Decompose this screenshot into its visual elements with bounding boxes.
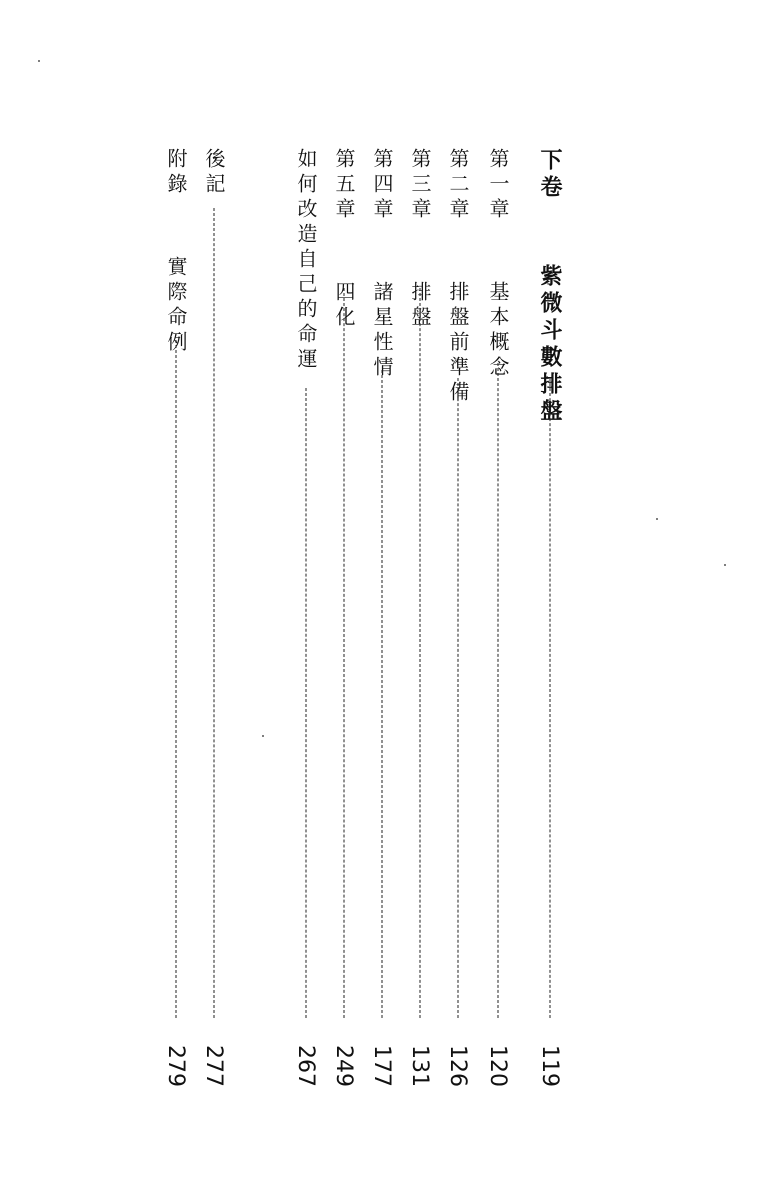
dot-leader xyxy=(420,288,421,1018)
toc-title: 附錄 實際命例 xyxy=(164,148,188,356)
dot-leader xyxy=(176,340,177,1018)
toc-title: 第一章 基本概念 xyxy=(486,148,510,381)
dot-leader xyxy=(344,288,345,1018)
toc-entry-appendix: 附錄 實際命例 279 xyxy=(158,148,194,1098)
dot-leader xyxy=(498,363,499,1018)
toc-title: 如何改造自己的命運 xyxy=(294,148,318,373)
toc-entry-xia-juan: 下卷 紫微斗數排盤 119 xyxy=(532,148,568,1098)
scan-speck xyxy=(262,735,264,737)
toc-entry-ch1: 第一章 基本概念 120 xyxy=(480,148,516,1098)
toc-entry-ch5: 第五章 四化 249 xyxy=(326,148,362,1098)
toc-title: 第四章 諸星性情 xyxy=(370,148,394,381)
scan-speck xyxy=(724,564,726,566)
toc-entry-ch4: 第四章 諸星性情 177 xyxy=(364,148,400,1098)
dot-leader xyxy=(214,208,215,1018)
dot-leader xyxy=(306,388,307,1018)
scan-speck xyxy=(656,518,658,520)
dot-leader xyxy=(550,378,551,1018)
dot-leader xyxy=(382,370,383,1018)
dot-leader xyxy=(458,378,459,1018)
toc-title: 第五章 四化 xyxy=(332,148,356,331)
toc-title: 下卷 紫微斗數排盤 xyxy=(537,148,563,426)
scan-speck xyxy=(38,60,40,62)
toc-entry-afterword: 後記 277 xyxy=(196,148,232,1098)
toc-title: 第三章 排盤 xyxy=(408,148,432,331)
toc-entry-fate: 如何改造自己的命運 267 xyxy=(288,148,324,1098)
toc-entry-ch3: 第三章 排盤 131 xyxy=(402,148,438,1098)
toc-title: 第二章 排盤前準備 xyxy=(446,148,470,406)
toc-entry-ch2: 第二章 排盤前準備 126 xyxy=(440,148,476,1098)
toc-title: 後記 xyxy=(202,148,226,198)
